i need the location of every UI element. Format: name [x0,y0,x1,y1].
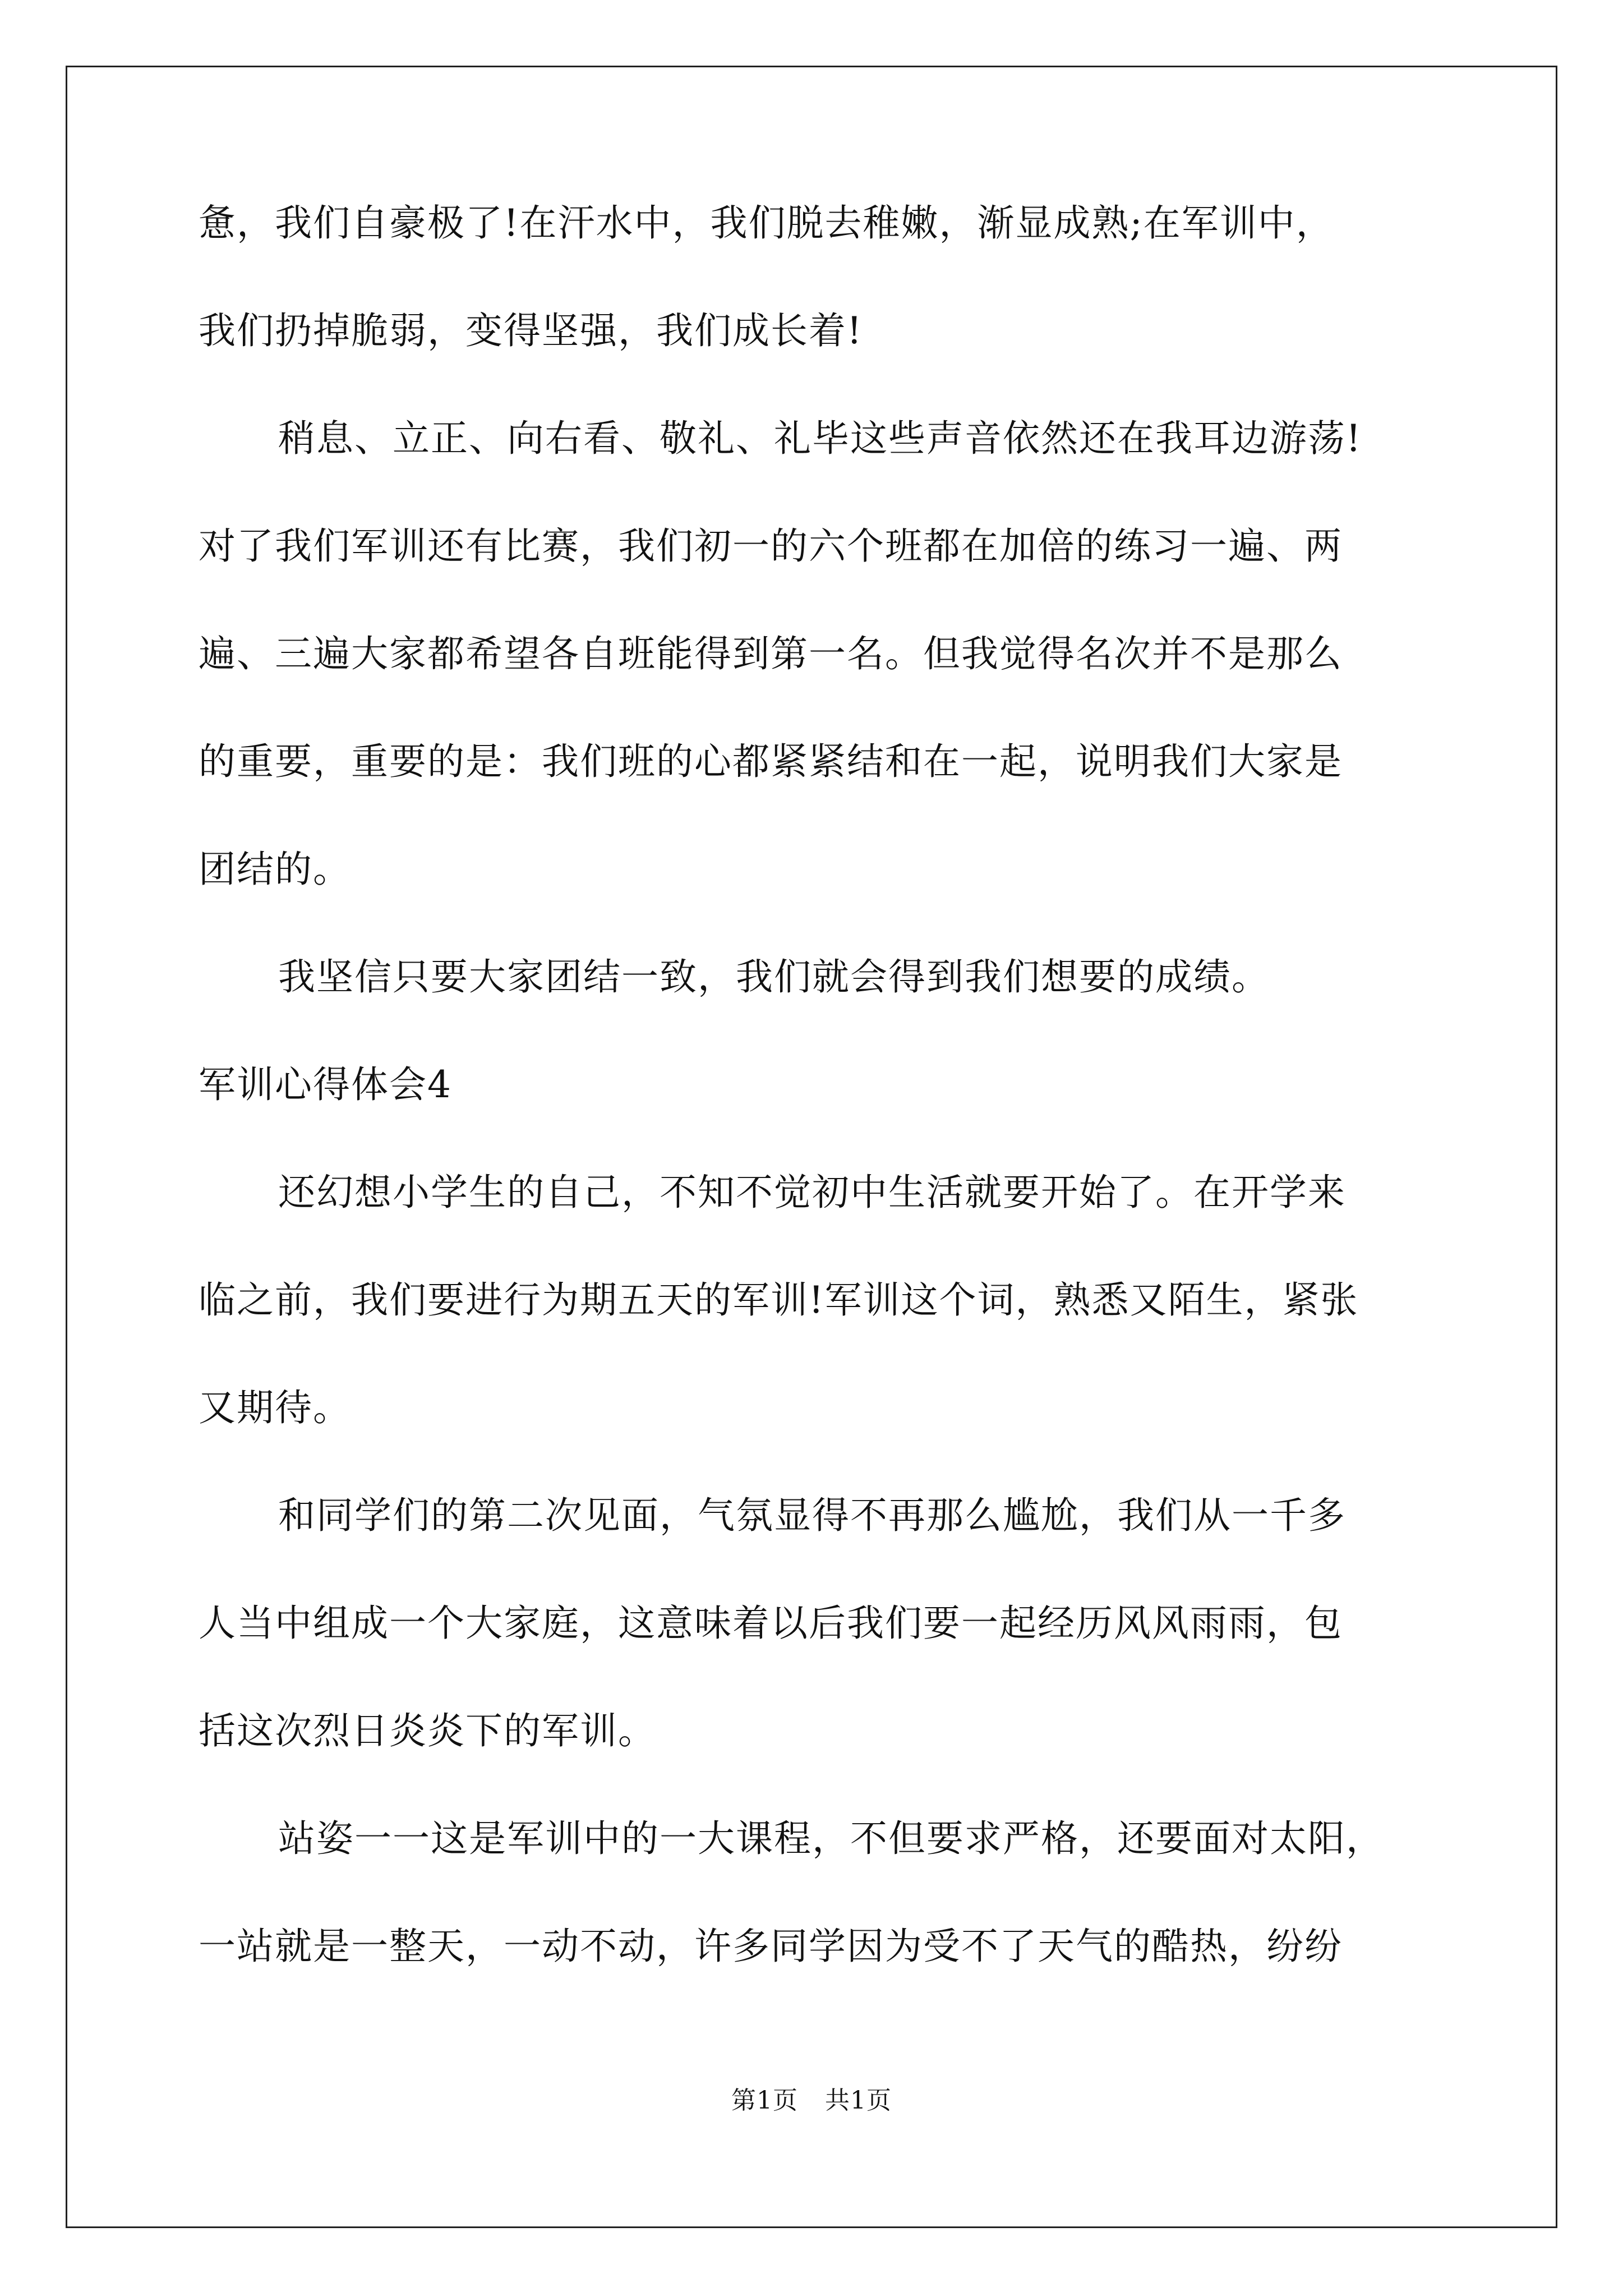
page-total: 共1页 [825,2086,892,2115]
paragraph [199,1166,1449,1435]
paragraph-line: 人当中组成一个大家庭，这意味着以后我们要一起经历风风雨雨，包 [199,1602,1343,1645]
section-heading [199,1058,1449,1112]
paragraph-line: 对了我们军训还有比赛，我们初一的六个班都在加倍的练习一遍、两 [199,524,1343,568]
paragraph [199,1812,1449,1973]
paragraph-line: 的重要，重要的是：我们班的心都紧紧结和在一起，说明我们大家是 [199,740,1343,783]
paragraph-line: 稍息、立正、向右看、敬礼、礼毕这些声音依然还在我耳边游荡! [278,417,1362,460]
paragraph-line: 遍、三遍大家都希望各自班能得到第一名。但我觉得名次并不是那么 [199,632,1343,675]
paragraph [199,1489,1449,1758]
paragraph-line: 惫，我们自豪极了!在汗水中，我们脱去稚嫩，渐显成熟;在军训中， [199,201,1334,245]
paragraph-line: 我坚信只要大家团结一致，我们就会得到我们想要的成绩。 [278,955,1270,999]
paragraph [199,950,1449,1004]
paragraph-line: 我们扔掉脆弱，变得坚强，我们成长着! [199,309,863,352]
paragraph-line: 括这次烈日炎炎下的军训。 [199,1709,656,1752]
paragraph-line: 还幻想小学生的自己，不知不觉初中生活就要开始了。在开学来 [278,1171,1346,1214]
paragraph-line: 团结的。 [199,848,351,891]
page-footer [0,2085,1623,2116]
heading-text: 军训心得体会4 [199,1063,452,1106]
paragraph-line: 又期待。 [199,1386,351,1429]
paragraph [199,412,1449,896]
paragraph-line: 站姿一一这是军训中的一大课程，不但要求严格，还要面对太阳， [278,1817,1384,1860]
paragraph-line: 一站就是一整天，一动不动，许多同学因为受不了天气的酷热，纷纷 [199,1925,1343,1968]
document-body [199,196,1449,2027]
page-number: 第1页 [731,2086,798,2115]
paragraph [199,196,1449,358]
paragraph-line: 临之前，我们要进行为期五天的军训!军训这个词，熟悉又陌生，紧张 [199,1278,1359,1322]
paragraph-line: 和同学们的第二次见面，气氛显得不再那么尴尬，我们从一千多 [278,1494,1346,1537]
